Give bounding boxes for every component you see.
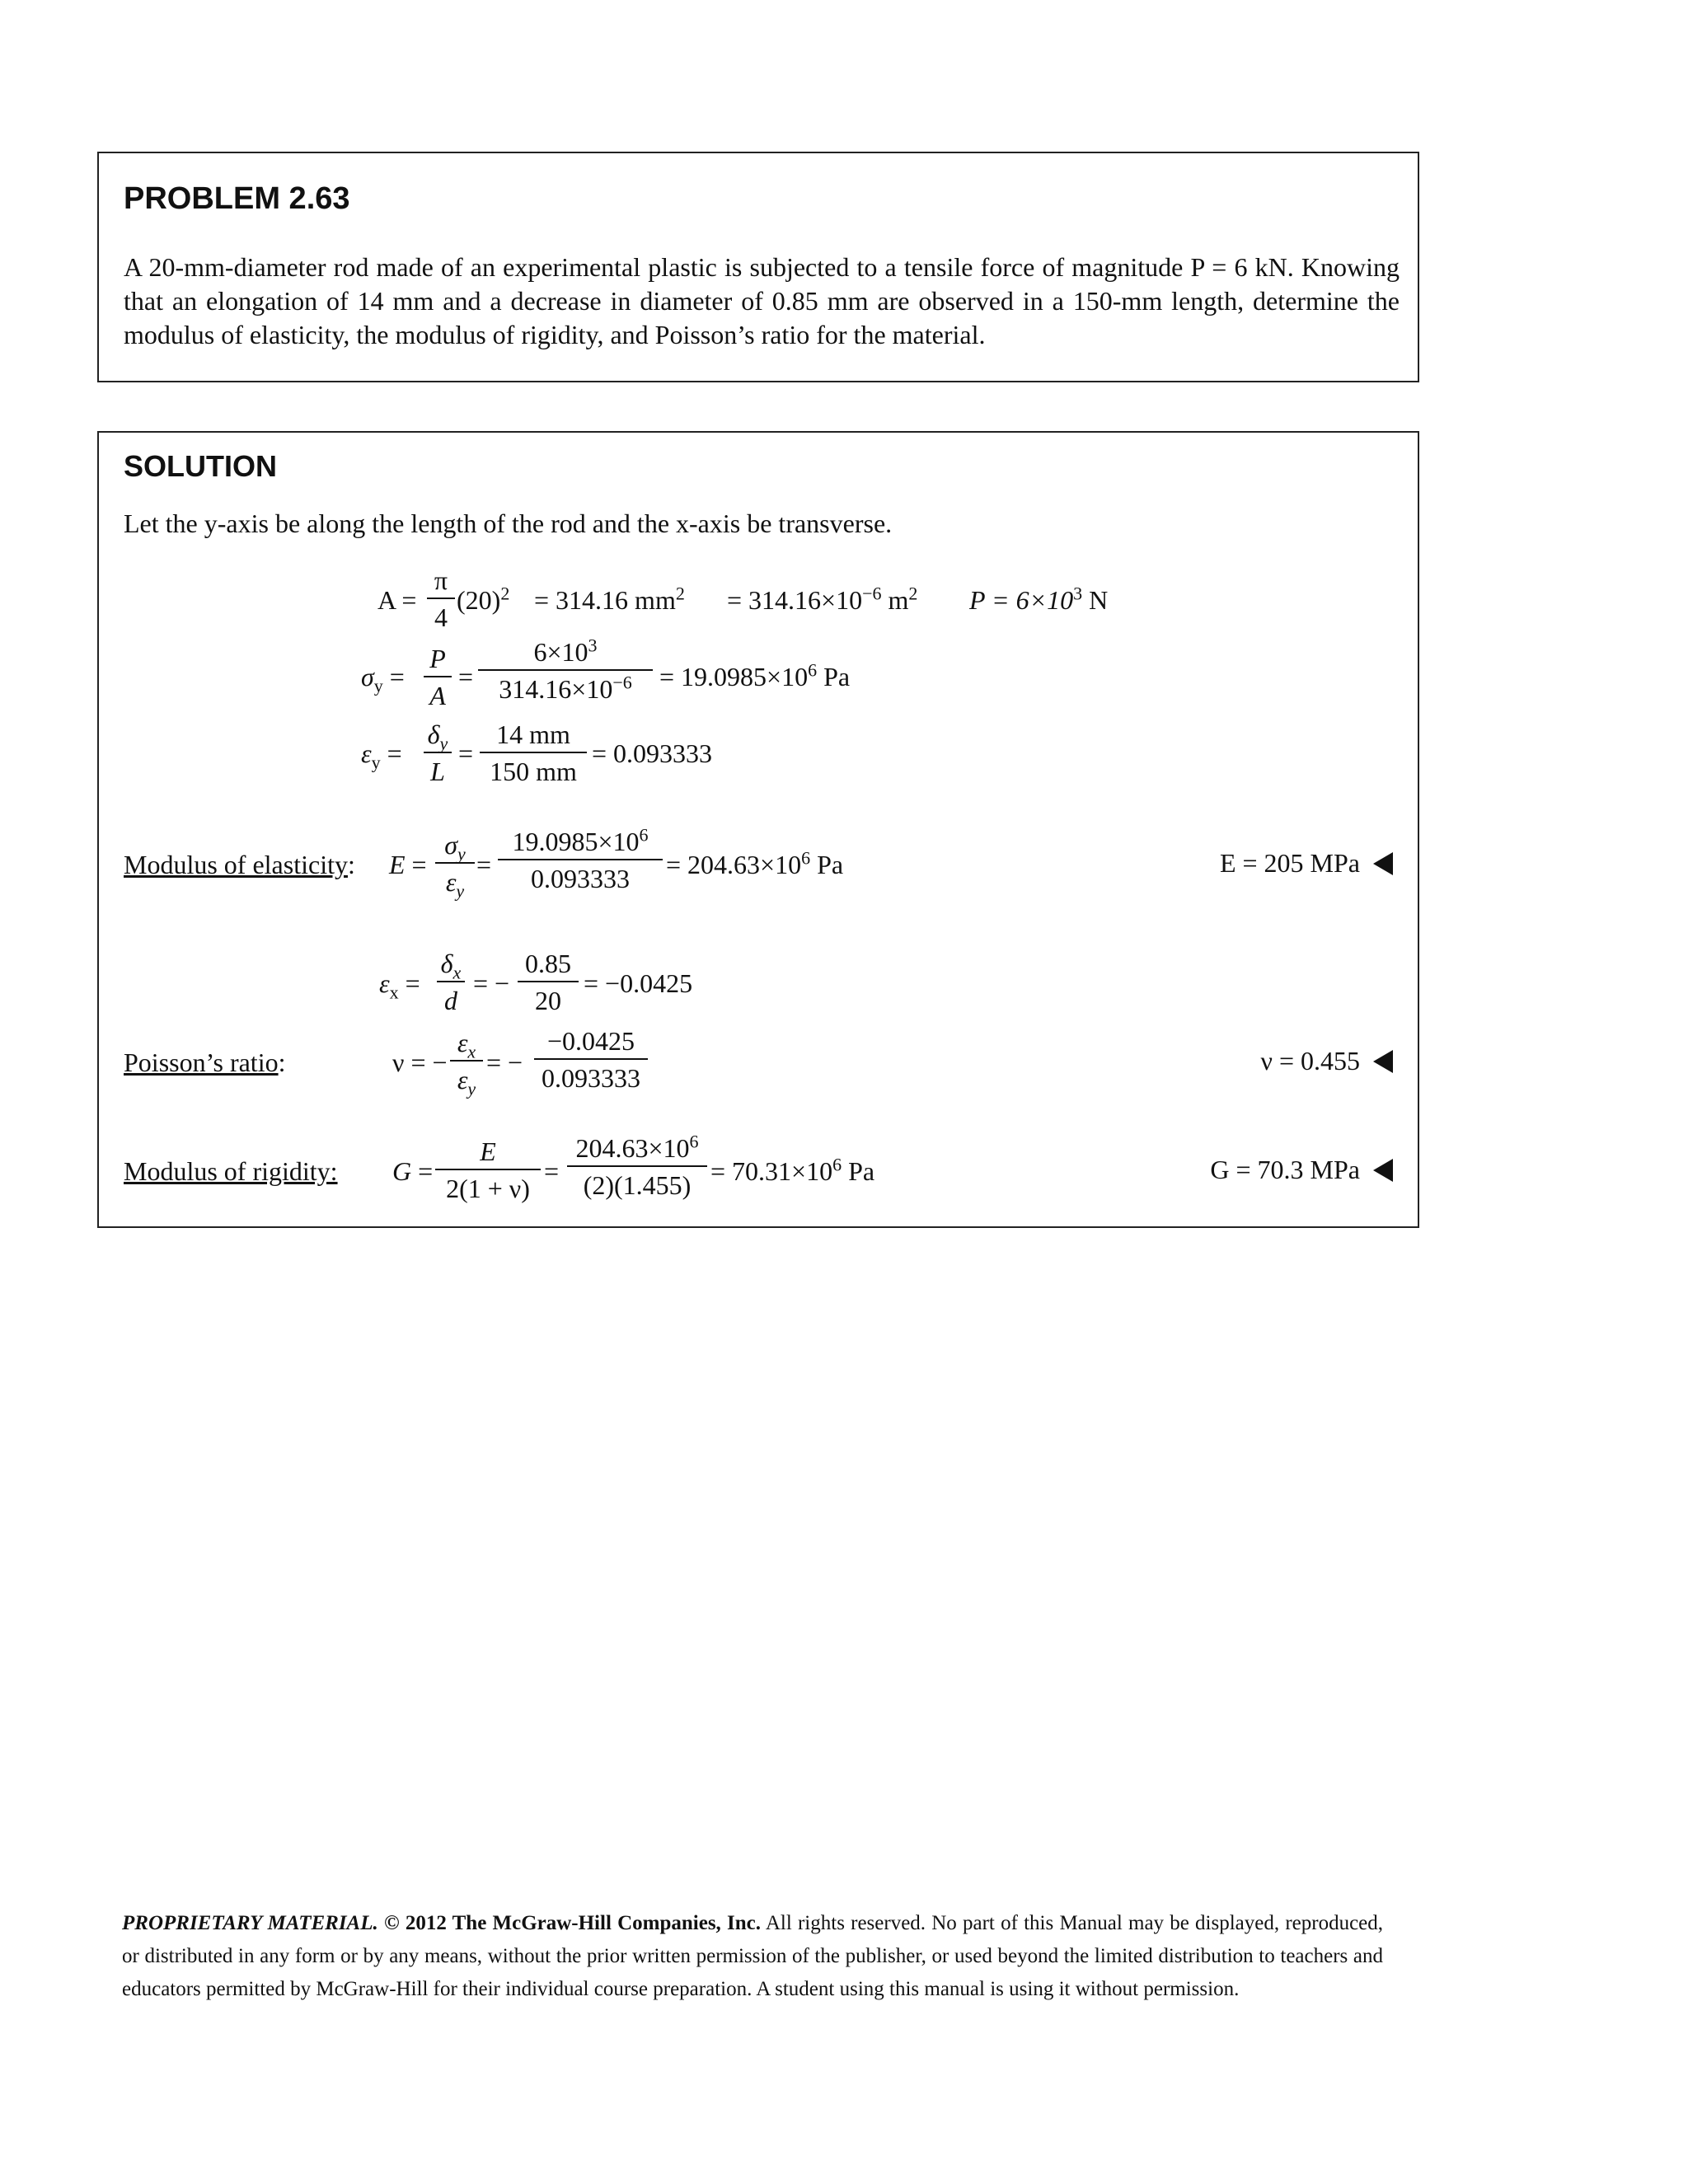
- footer-text: All rights reserved. No part of this Manual may be displayed, reproduced, or distributed in any form or by any means, without the prior written permission of the publisher, or used beyond the limited distribution to teachers and educators permitted by McGraw-Hill for their individual course preparation. A student using this manual is using it without permission.: [122, 1912, 1384, 2000]
- strain-y-fraction-numeric: $\frac{14 mm}{150 mm}$: [480, 721, 587, 785]
- area-rhs-1: $(20)^2$: [457, 583, 510, 615]
- strain-y-fraction-symbolic: $\frac{\delta_y}{L}$: [424, 721, 452, 785]
- answer-marker-icon: [1373, 1159, 1393, 1182]
- strain-y-result: = 0.093333: [592, 738, 713, 768]
- modulus-elasticity-lhs: E =: [389, 850, 427, 879]
- area-lhs: A =: [377, 585, 417, 615]
- stress-lhs: $\sigma_y$ =: [361, 662, 405, 696]
- strain-x-lhs: $\varepsilon_x$ =: [379, 968, 420, 1003]
- modulus-elasticity-fraction-symbolic: $\frac{\sigma_y}{\varepsilon_y}$: [435, 832, 475, 895]
- strain-x-fraction-symbolic: $\frac{\delta_x}{d}$: [437, 950, 465, 1014]
- area-rhs-3: = $314.16\times 10^{-6}$ $m^2$: [727, 583, 918, 615]
- stress-fraction-numeric: $\frac{6\times 10^3}{314.16\times 10^{-6}}$: [478, 639, 653, 702]
- modulus-rigidity-fraction-numeric: $\frac{204.63\times 10^6}{(2)(1.455)}$: [567, 1135, 707, 1198]
- problem-box: [97, 152, 1419, 382]
- strain-x-fraction-numeric: $\frac{0.85}{20}$: [518, 950, 579, 1014]
- modulus-rigidity-result: = $70.31\times 10^6$ Pa: [710, 1154, 875, 1186]
- solution-box: SOLUTION Let the y-axis be along the length of the rod and the x-axis be transverse. A = $\frac{\pi}{4}$ $(20)^2$ = 314.16 $mm^2$ = $314.16\times 10^{-6}$ $m^2$ $P = 6\times 10^3$ N $\sigma_y$ = $\frac{P}{A}$ = $\frac{6\times 10^3}{314.16\times 10^{-6}}$ = $19.0985\times 10^6$ Pa $\varepsilon_y$ = $\frac{\delta_y}{L}$ = $\frac{14 mm}{150 mm}$ = 0.093333 Modulus of elasticity: E = $\frac{\sigma_y}{\varepsilon_y}$ = $\frac{19.0985\times 10^6}{0.093333}$ = $204.63\times 10^6$ Pa E = 205 MPa $\varepsilon_x$ = $\frac{\delta_x}{d}$ = − $\frac{0.85}{20}$ = −0.0425 Poisson’s ratio: ν = − $\frac{\varepsilon_x}{\varepsilon_y}$ = − $\frac{-0.0425}{0.093333}$ ν = 0.455 Modulus of rigidity: G = $\frac{E}{2(1 + \nu)}$ = $\frac{204.63\times 10^6}{(2)(1.455)}$ = $70.31\times 10^6$ Pa G = 70.3 MPa: [97, 431, 1419, 1228]
- copyright-footer: [122, 1907, 1383, 2006]
- modulus-elasticity-answer: E = 205 MPa: [1220, 850, 1393, 876]
- problem-title: PROBLEM 2.63: [124, 181, 350, 216]
- force-value: $P = 6\times 10^3$ N: [969, 583, 1109, 615]
- modulus-elasticity-result: = $204.63\times 10^6$ Pa: [666, 847, 844, 879]
- solution-title: SOLUTION: [124, 449, 277, 483]
- stress-result: = $19.0985\times 10^6$ Pa: [659, 659, 851, 691]
- area-pi-fraction: $\frac{\pi}{4}$: [427, 567, 455, 630]
- problem-statement: A 20-mm-diameter rod made of an experimental plastic is subjected to a tensile force of magnitude P = 6 kN. Knowing that an elongation of 14 mm and a decrease in diameter of 0.85 mm are observed in a 150-mm length, determine the modulus of elasticity, the modulus of rigidity, and Poisson’s ratio for the material.: [124, 252, 1400, 349]
- modulus-rigidity-answer: G = 70.3 MPa: [1210, 1156, 1393, 1183]
- answer-marker-icon: [1373, 852, 1393, 875]
- strain-y-lhs: $\varepsilon_y$ =: [361, 738, 402, 773]
- footer-copyright: © 2012 The McGraw-Hill Companies, Inc.: [383, 1912, 761, 1934]
- modulus-elasticity-label: Modulus of elasticity:: [124, 850, 355, 879]
- footer-lead: PROPRIETARY MATERIAL.: [122, 1912, 378, 1934]
- answer-marker-icon: [1373, 1050, 1393, 1073]
- modulus-rigidity-label: Modulus of rigidity:: [124, 1156, 338, 1186]
- poisson-fraction-numeric: $\frac{-0.0425}{0.093333}$: [534, 1028, 648, 1091]
- modulus-rigidity-lhs: G =: [392, 1156, 434, 1186]
- poisson-lhs: ν = −: [392, 1047, 448, 1077]
- strain-x-result: = −0.0425: [584, 968, 693, 998]
- solution-intro: Let the y-axis be along the length of the rod and the x-axis be transverse.: [124, 509, 893, 538]
- poisson-fraction-symbolic: $\frac{\varepsilon_x}{\varepsilon_y}$: [450, 1029, 483, 1093]
- poisson-answer: ν = 0.455: [1260, 1047, 1393, 1074]
- stress-fraction-symbolic: $\frac{P}{A}$: [424, 645, 452, 709]
- area-rhs-2: = 314.16 $mm^2$: [534, 583, 685, 615]
- modulus-elasticity-fraction-numeric: $\frac{19.0985\times 10^6}{0.093333}$: [498, 828, 663, 892]
- poisson-label: Poisson’s ratio:: [124, 1047, 286, 1077]
- modulus-rigidity-fraction-symbolic: $\frac{E}{2(1 + \nu)}$: [435, 1138, 541, 1202]
